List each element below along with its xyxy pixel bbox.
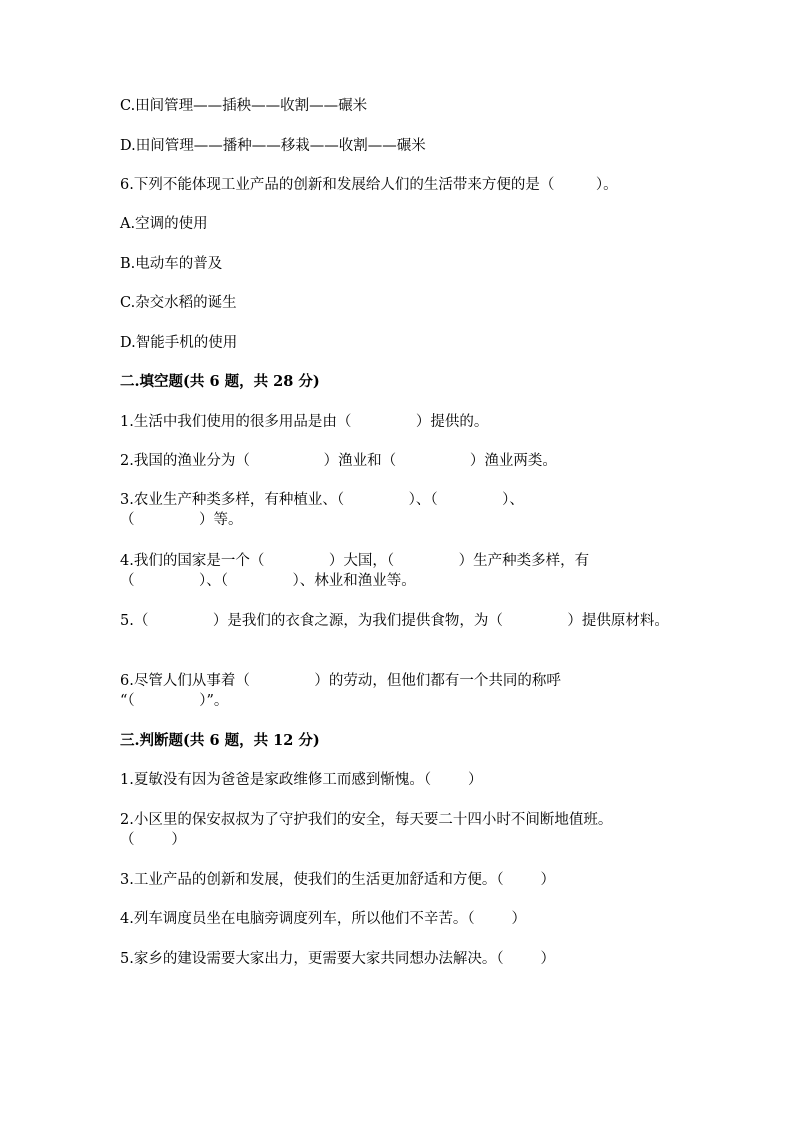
section3-title: 三.判断题(共 6 题，共 12 分)	[120, 732, 320, 749]
q5-option-d: D.田间管理——播种——移栽——收割——碾米	[120, 138, 426, 154]
q6-option-d: D.智能手机的使用	[120, 335, 238, 351]
section2-title: 二.填空题(共 6 题，共 28 分)	[120, 373, 320, 390]
q6-option-b: B.电动车的普及	[120, 256, 223, 272]
fill-q3: 3.农业生产种类多样，有种植业、（ ）、（ ）、 （ ）等。	[120, 492, 524, 528]
judge-q4: 4.列车调度员坐在电脑旁调度列车，所以他们不辛苦。（ ）	[120, 911, 526, 927]
judge-q2: 2.小区里的保安叔叔为了守护我们的安全，每天要二十四小时不间断地值班。 （ ）	[120, 812, 613, 848]
judge-q1: 1.夏敏没有因为爸爸是家政维修工而感到惭愧。（ ）	[120, 772, 483, 788]
q6-option-c: C.杂交水稻的诞生	[120, 295, 237, 311]
q5-option-c: C.田间管理——插秧——收割——碾米	[120, 98, 368, 114]
fill-q5: 5.（ ）是我们的衣食之源，为我们提供食物，为（ ）提供原材料。	[120, 613, 669, 629]
q6-option-a: A.空调的使用	[120, 216, 208, 232]
q6-stem: 6.下列不能体现工业产品的创新和发展给人们的生活带来方便的是（ ）。	[120, 177, 618, 193]
fill-q6: 6.尽管人们从事着（ ）的劳动，但他们都有一个共同的称呼 “（ ）”。	[120, 673, 561, 709]
fill-q2: 2.我国的渔业分为（ ）渔业和（ ）渔业两类。	[120, 453, 557, 469]
fill-q4: 4.我们的国家是一个（ ）大国，（ ）生产种类多样，有 （ ）、（ ）、林业和渔业等。	[120, 553, 590, 589]
judge-q3: 3.工业产品的创新和发展，使我们的生活更加舒适和方便。（ ）	[120, 872, 555, 888]
judge-q5: 5.家乡的建设需要大家出力，更需要大家共同想办法解决。（ ）	[120, 951, 555, 967]
fill-q1: 1.生活中我们使用的很多用品是由（ ）提供的。	[120, 414, 489, 430]
